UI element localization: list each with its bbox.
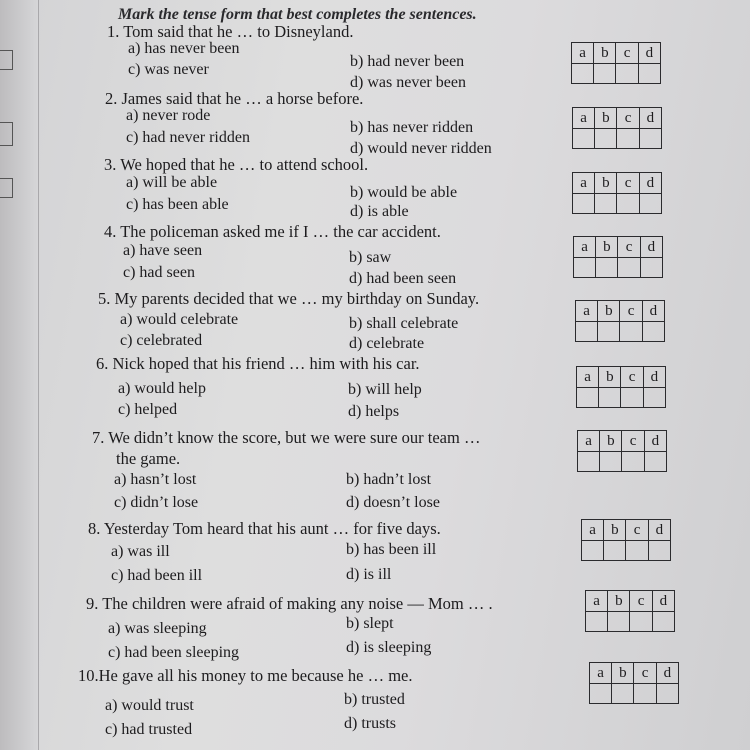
answer-cell-d[interactable] <box>643 387 665 408</box>
grid-letter-a: a <box>577 367 599 388</box>
answer-cell-d[interactable] <box>656 683 678 704</box>
option-d: d) is ill <box>346 566 392 583</box>
edge-box <box>0 178 13 198</box>
option-c: c) had trusted <box>105 721 193 738</box>
option-d: d) is sleeping <box>346 639 432 656</box>
option-c: c) has been able <box>126 196 229 213</box>
option-b: b) shall celebrate <box>349 315 459 332</box>
grid-letter-d: d <box>656 663 678 684</box>
grid-letter-c: c <box>620 301 642 322</box>
question-10: 10.He gave all his money to me because he … me. <box>78 666 413 685</box>
grid-letter-a: a <box>573 173 595 194</box>
option-a: a) has never been <box>128 40 240 57</box>
answer-cell-d[interactable] <box>639 128 661 149</box>
option-d: d) is able <box>350 203 409 220</box>
answer-cell-a[interactable] <box>586 611 608 632</box>
option-b: b) slept <box>346 615 394 632</box>
option-a: a) will be able <box>126 174 218 191</box>
option-d: d) was never been <box>350 74 466 91</box>
answer-grid-2 <box>572 107 662 149</box>
answer-cell-c[interactable] <box>621 387 643 408</box>
grid-letter-b: b <box>608 591 630 612</box>
grid-letter-d: d <box>648 520 670 541</box>
grid-letter-d: d <box>644 431 666 452</box>
answer-grid-9 <box>585 590 675 632</box>
grid-letter-d: d <box>639 173 661 194</box>
grid-letter-a: a <box>573 108 595 129</box>
grid-letter-b: b <box>604 520 626 541</box>
option-a: a) would help <box>118 380 206 397</box>
option-b: b) trusted <box>344 691 405 708</box>
answer-cell-a[interactable] <box>578 451 600 472</box>
option-d: d) would never ridden <box>350 140 492 157</box>
option-b: b) had never been <box>350 53 465 70</box>
option-c: c) had seen <box>123 264 195 281</box>
option-c: c) had been ill <box>111 567 203 584</box>
answer-cell-d[interactable] <box>640 257 662 278</box>
answer-cell-c[interactable] <box>618 257 640 278</box>
question-3: 3. We hoped that he … to attend school. <box>104 155 369 174</box>
grid-letter-d: d <box>638 43 660 64</box>
option-c: c) had never ridden <box>126 129 250 146</box>
answer-cell-d[interactable] <box>638 63 660 84</box>
option-b: b) would be able <box>350 184 458 201</box>
grid-letter-c: c <box>626 520 648 541</box>
grid-letter-b: b <box>600 431 622 452</box>
answer-grid-8 <box>581 519 671 561</box>
grid-letter-b: b <box>595 173 617 194</box>
grid-letter-d: d <box>643 367 665 388</box>
grid-letter-c: c <box>622 431 644 452</box>
answer-grid-4 <box>573 236 663 278</box>
option-a: a) would trust <box>105 697 194 714</box>
question-2: 2. James said that he … a horse before. <box>105 89 364 108</box>
option-a: a) would celebrate <box>120 311 239 328</box>
answer-cell-a[interactable] <box>574 257 596 278</box>
question-7-continued: the game. <box>116 449 181 468</box>
answer-cell-b[interactable] <box>599 387 621 408</box>
answer-cell-b[interactable] <box>608 611 630 632</box>
grid-letter-d: d <box>642 301 664 322</box>
grid-letter-c: c <box>617 173 639 194</box>
grid-letter-a: a <box>578 431 600 452</box>
edge-box <box>0 122 13 146</box>
answer-cell-c[interactable] <box>616 63 638 84</box>
answer-cell-c[interactable] <box>620 321 642 342</box>
question-5: 5. My parents decided that we … my birthday on Sunday. <box>98 289 480 308</box>
grid-letter-a: a <box>586 591 608 612</box>
answer-cell-b[interactable] <box>598 321 620 342</box>
question-4: 4. The policeman asked me if I … the car accident. <box>104 222 441 241</box>
grid-letter-c: c <box>630 591 652 612</box>
answer-cell-a[interactable] <box>573 193 595 214</box>
answer-cell-d[interactable] <box>639 193 661 214</box>
question-7: 7. We didn’t know the score, but we were sure our team … <box>92 428 481 447</box>
grid-letter-a: a <box>590 663 612 684</box>
answer-cell-d[interactable] <box>644 451 666 472</box>
answer-cell-b[interactable] <box>594 63 616 84</box>
option-a: a) never rode <box>126 107 211 124</box>
grid-letter-d: d <box>640 237 662 258</box>
instruction-heading: Mark the tense form that best completes the sentences. <box>118 6 477 23</box>
option-c: c) celebrated <box>120 332 203 349</box>
answer-cell-b[interactable] <box>600 451 622 472</box>
option-b: b) will help <box>348 381 422 398</box>
grid-letter-c: c <box>621 367 643 388</box>
answer-cell-a[interactable] <box>572 63 594 84</box>
question-1: 1. Tom said that he … to Disneyland. <box>107 22 354 41</box>
option-c: c) had been sleeping <box>108 644 240 661</box>
grid-letter-c: c <box>634 663 656 684</box>
grid-letter-b: b <box>599 367 621 388</box>
answer-cell-c[interactable] <box>630 611 652 632</box>
option-a: a) was sleeping <box>108 620 207 637</box>
previous-page-edge <box>0 0 39 750</box>
option-d: d) helps <box>348 403 400 420</box>
answer-cell-b[interactable] <box>595 193 617 214</box>
option-c: c) was never <box>128 61 209 78</box>
question-6: 6. Nick hoped that his friend … him with his car. <box>96 354 420 373</box>
option-d: d) had been seen <box>349 270 457 287</box>
option-d: d) celebrate <box>349 335 425 352</box>
grid-letter-d: d <box>639 108 661 129</box>
question-8: 8. Yesterday Tom heard that his aunt … for five days. <box>88 519 441 538</box>
grid-letter-c: c <box>616 43 638 64</box>
grid-letter-b: b <box>596 237 618 258</box>
answer-cell-a[interactable] <box>576 321 598 342</box>
answer-cell-a[interactable] <box>577 387 599 408</box>
option-c: c) helped <box>118 401 178 418</box>
answer-grid-5 <box>575 300 665 342</box>
grid-letter-b: b <box>612 663 634 684</box>
answer-cell-b[interactable] <box>604 540 626 561</box>
answer-grid-3 <box>572 172 662 214</box>
option-a: a) hasn’t lost <box>114 471 197 488</box>
grid-letter-a: a <box>574 237 596 258</box>
option-d: d) trusts <box>344 715 396 732</box>
option-b: b) has never ridden <box>350 119 474 136</box>
question-9: 9. The children were afraid of making any noise — Mom … . <box>86 594 493 613</box>
grid-letter-b: b <box>595 108 617 129</box>
grid-letter-d: d <box>652 591 674 612</box>
answer-cell-b[interactable] <box>596 257 618 278</box>
answer-cell-d[interactable] <box>648 540 670 561</box>
answer-cell-b[interactable] <box>595 128 617 149</box>
grid-letter-a: a <box>582 520 604 541</box>
answer-cell-c[interactable] <box>634 683 656 704</box>
option-a: a) was ill <box>111 543 170 560</box>
option-c: c) didn’t lose <box>114 494 199 511</box>
option-b: b) hadn’t lost <box>346 471 432 488</box>
grid-letter-c: c <box>617 108 639 129</box>
grid-letter-a: a <box>572 43 594 64</box>
grid-letter-b: b <box>594 43 616 64</box>
answer-cell-d[interactable] <box>652 611 674 632</box>
grid-letter-c: c <box>618 237 640 258</box>
answer-grid-6 <box>576 366 666 408</box>
grid-letter-b: b <box>598 301 620 322</box>
option-b: b) has been ill <box>346 541 437 558</box>
answer-cell-b[interactable] <box>612 683 634 704</box>
answer-grid-10 <box>589 662 679 704</box>
answer-grid-1 <box>571 42 661 84</box>
option-a: a) have seen <box>123 242 203 259</box>
edge-box <box>0 50 13 70</box>
answer-cell-d[interactable] <box>642 321 664 342</box>
answer-cell-a[interactable] <box>573 128 595 149</box>
grid-letter-a: a <box>576 301 598 322</box>
answer-cell-a[interactable] <box>582 540 604 561</box>
answer-cell-c[interactable] <box>622 451 644 472</box>
answer-cell-a[interactable] <box>590 683 612 704</box>
answer-grid-7 <box>577 430 667 472</box>
option-d: d) doesn’t lose <box>346 494 440 511</box>
answer-cell-c[interactable] <box>617 193 639 214</box>
answer-cell-c[interactable] <box>617 128 639 149</box>
answer-cell-c[interactable] <box>626 540 648 561</box>
option-b: b) saw <box>349 249 392 266</box>
